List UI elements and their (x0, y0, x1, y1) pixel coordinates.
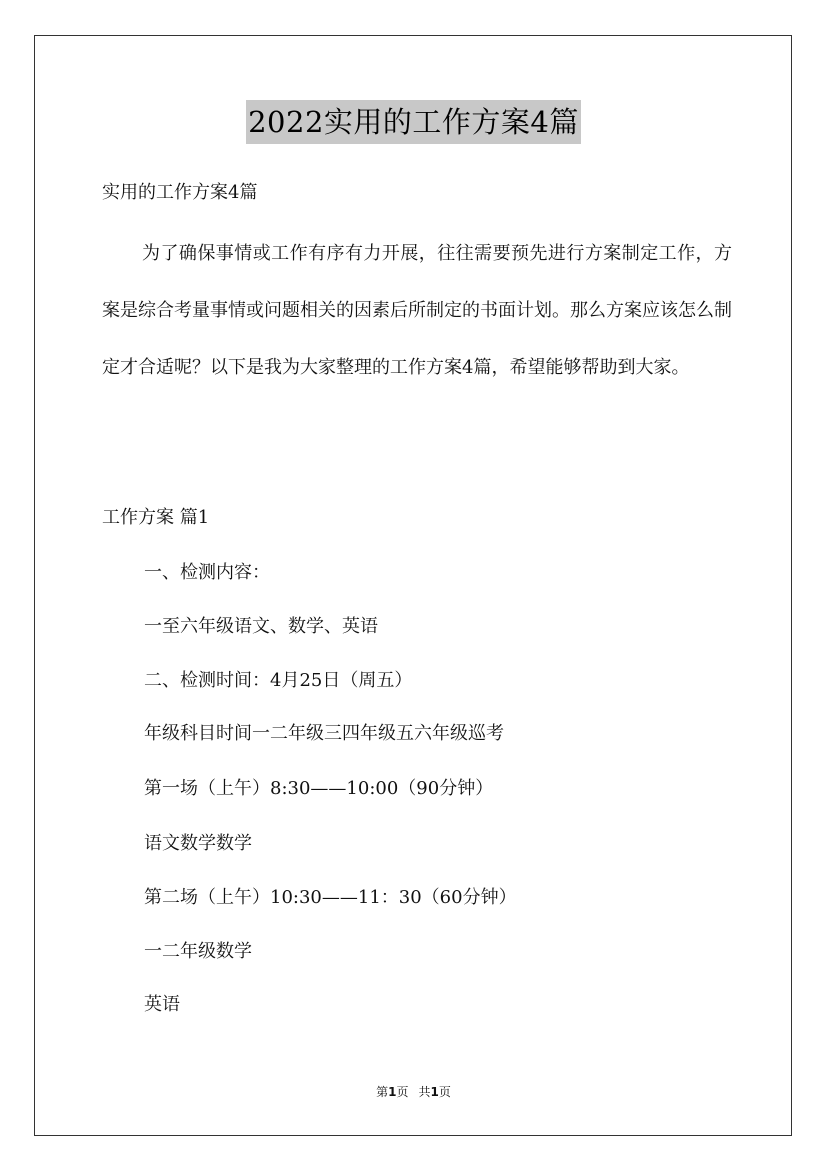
section-heading: 工作方案 篇1 (102, 507, 210, 528)
page-footer (0, 1083, 827, 1101)
content-line-2: 一至六年级语文、数学、英语 (144, 616, 378, 637)
content-line-4: 年级科目时间一二年级三四年级五六年级巡考 (144, 723, 504, 744)
content-line-9: 英语 (144, 994, 180, 1015)
content-line-5: 第一场（上午）8:30——10:00（90分钟） (144, 778, 494, 799)
content-line-1: 一、检测内容： (144, 562, 270, 583)
title-container (0, 100, 827, 144)
total-label-prefix: 共 (418, 1085, 431, 1099)
intro-paragraph: 为了确保事情或工作有序有力开展，往往需要预先进行方案制定工作，方案是综合考量事情或问题相关的因素后所制定的书面计划。那么方案应该怎么制定才合适呢？以下是我为大家整理的工作方案4篇，希望能够帮助到大家。 (102, 243, 732, 378)
document-title: 2022实用的工作方案4篇 (246, 100, 581, 144)
page-current: 1 (388, 1085, 397, 1099)
content-line-3: 二、检测时间：4月25日（周五） (144, 670, 413, 691)
page-label-prefix: 第 (376, 1085, 389, 1099)
page-total: 1 (430, 1085, 439, 1099)
total-label-suffix: 页 (438, 1085, 451, 1099)
page-label-suffix: 页 (396, 1085, 409, 1099)
content-line-8: 一二年级数学 (144, 941, 252, 962)
content-line-7: 第二场（上午）10:30——11：30（60分钟） (144, 887, 517, 908)
document-subtitle: 实用的工作方案4篇 (102, 182, 258, 203)
content-line-6: 语文数学数学 (144, 833, 252, 854)
